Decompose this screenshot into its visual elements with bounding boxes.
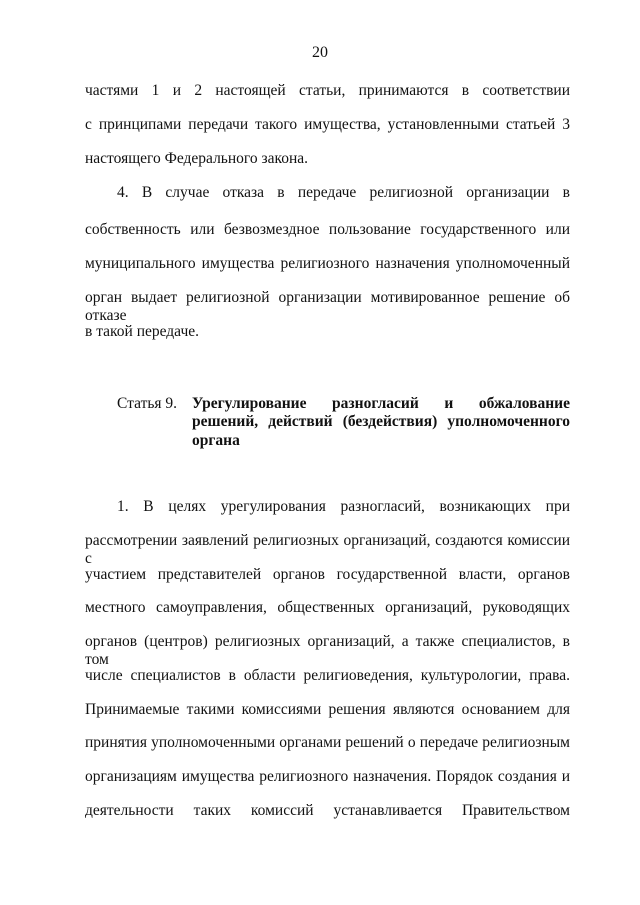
article-title-line: органа xyxy=(192,432,240,449)
text-line: частями 1 и 2 настоящей статьи, принимаются в соответствии xyxy=(85,82,570,99)
text-line: собственность или безвозмездное пользование государственного или xyxy=(85,221,570,238)
text-line: участием представителей органов государственной власти, органов xyxy=(85,566,570,583)
article-title-line: Урегулирование разногласий и обжалование xyxy=(192,395,570,412)
text-line: муниципального имущества религиозного назначения уполномоченный xyxy=(85,255,570,272)
article-title-line: решений, действий (бездействия) уполномоченного xyxy=(192,413,570,430)
text-line: организациям имущества религиозного назначения. Порядок создания и xyxy=(85,768,570,785)
article-label: Статья 9. xyxy=(117,395,178,412)
text-line: 1. В целях урегулирования разногласий, возникающих при xyxy=(117,498,570,515)
text-line: в такой передаче. xyxy=(85,323,199,340)
text-line: настоящего Федерального закона. xyxy=(85,150,309,167)
text-line: деятельности таких комиссий устанавливается Правительством xyxy=(85,802,570,819)
text-line: Принимаемые такими комиссиями решения являются основанием для xyxy=(85,701,570,718)
text-line: числе специалистов в области религиоведения, культурологии, права. xyxy=(85,667,570,684)
text-line: местного самоуправления, общественных организаций, руководящих xyxy=(85,599,570,616)
text-line: принятия уполномоченными органами решений о передаче религиозным xyxy=(85,734,570,751)
text-line: орган выдает религиозной организации мотивированное решение об отказе xyxy=(85,289,570,324)
page-number: 20 xyxy=(312,44,328,61)
text-line: рассмотрении заявлений религиозных организаций, создаются комиссии с xyxy=(85,532,570,567)
text-line: 4. В случае отказа в передаче религиозной организации в xyxy=(117,184,570,201)
text-line: с принципами передачи такого имущества, установленными статьей 3 xyxy=(85,116,570,133)
text-line: органов (центров) религиозных организаций, а также специалистов, в том xyxy=(85,633,570,668)
